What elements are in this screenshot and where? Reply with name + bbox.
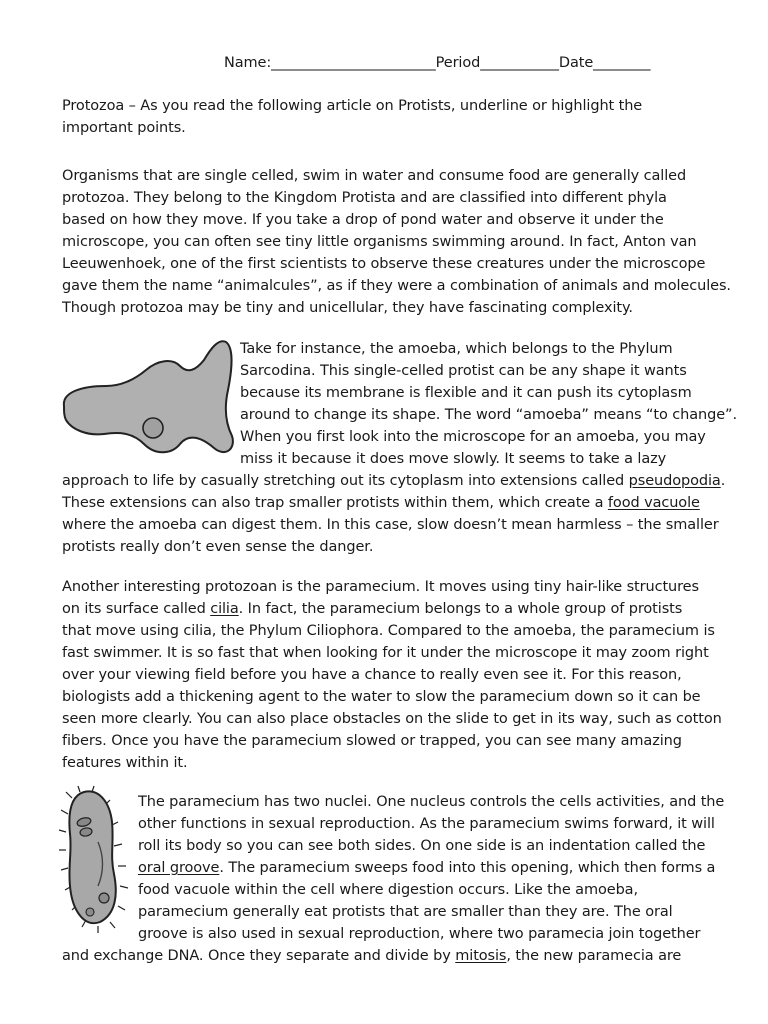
paragraph-line: based on how they move. If you take a drop of pond water and observe it under the [62,212,664,228]
term-food-vacuole: food vacuole [607,495,700,511]
paragraph-line: fibers. Once you have the paramecium slowed or trapped, you can see many amazing [62,733,682,749]
paragraph-line [62,598,682,620]
paragraph-line: When you first look into the microscope for an amoeba, you may [240,429,706,445]
term-cilia: cilia [210,601,239,617]
paragraph-line: other functions in sexual reproduction. As the paramecium swims forward, it will [138,816,715,832]
paragraph-line: protozoa. They belong to the Kingdom Protista and are classified into different phyla [62,190,667,206]
worksheet-header [224,52,650,74]
paragraph-line: biologists add a thickening agent to the water to slow the paramecium down so it can be [62,689,701,705]
paramecium-icon [58,786,132,934]
nucleus-icon [143,418,163,438]
term-pseudopodia: pseudopodia [628,473,721,489]
intro-line: Protozoa – As you read the following article on Protists, underline or highlight the [62,98,643,114]
paragraph-line [62,470,725,492]
paragraph-line: where the amoeba can digest them. In this case, slow doesn’t mean harmless – the smaller [62,517,719,533]
period-field[interactable]: Period___________ [435,55,559,71]
term-oral-groove: oral groove [138,860,220,876]
text-run: These extensions can also trap smaller protists within them, which create a [62,495,608,511]
paragraph-line: microscope, you can often see tiny little organisms swimming around. In fact, Anton van [62,234,697,250]
paragraph-line: groove is also used in sexual reproduction, where two paramecia join together [138,926,701,942]
paragraph-line: seen more clearly. You can also place obstacles on the slide to get in its way, such as cotton [62,711,722,727]
paragraph-line: that move using cilia, the Phylum Ciliophora. Compared to the amoeba, the paramecium is [62,623,715,639]
paragraph-line: because its membrane is flexible and it can push its cytoplasm [240,385,692,401]
paragraph-line [138,857,715,879]
intro-line: important points. [62,120,186,136]
text-run: . The paramecium sweeps food into this opening, which then forms a [219,860,716,876]
paragraph-line: The paramecium has two nuclei. One nucleus controls the cells activities, and the [138,794,725,810]
paragraph-line: Take for instance, the amoeba, which belongs to the Phylum [240,341,673,357]
paragraph-line: food vacuole within the cell where digestion occurs. Like the amoeba, [138,882,638,898]
paragraph-line: around to change its shape. The word “amoeba” means “to change”. [240,407,737,423]
paragraph-line: protists really don’t even sense the danger. [62,539,374,555]
vacuole-icon [86,908,94,916]
text-run: . In fact, the paramecium belongs to a whole group of protists [238,601,683,617]
text-run: on its surface called [62,601,211,617]
paragraph-line: features within it. [62,755,188,771]
paragraph-line: Sarcodina. This single-celled protist can be any shape it wants [240,363,687,379]
date-field[interactable]: Date________ [558,55,651,71]
amoeba-icon [60,336,238,460]
paragraph-line: paramecium generally eat protists that are smaller than they are. The oral [138,904,673,920]
vacuole-icon [99,893,109,903]
paragraph-line [62,945,681,967]
paragraph-line: gave them the name “animalcules”, as if they were a combination of animals and molecules. [62,278,731,294]
name-field[interactable]: Name:_______________________ [224,55,436,71]
paragraph-line: over your viewing field before you have a chance to really even see it. For this reason, [62,667,682,683]
paragraph-line: miss it because it does move slowly. It seems to take a lazy [240,451,667,467]
text-run: approach to life by casually stretching out its cytoplasm into extensions called [62,473,629,489]
paragraph-line: fast swimmer. It is so fast that when looking for it under the microscope it may zoom right [62,645,709,661]
text-run: . [720,473,726,489]
paragraph-line: Though protozoa may be tiny and unicellular, they have fascinating complexity. [62,300,633,316]
text-run: , the new paramecia are [506,948,682,964]
paragraph-line: Leeuwenhoek, one of the first scientists to observe these creatures under the microscope [62,256,706,272]
paragraph-line: Organisms that are single celled, swim in water and consume food are generally called [62,168,687,184]
paragraph-line: roll its body so you can see both sides. On one side is an indentation called the [138,838,706,854]
text-run: and exchange DNA. Once they separate and divide by [62,948,456,964]
term-mitosis: mitosis [455,948,507,964]
paragraph-line [62,492,700,514]
paragraph-line: Another interesting protozoan is the paramecium. It moves using tiny hair-like structures [62,579,699,595]
